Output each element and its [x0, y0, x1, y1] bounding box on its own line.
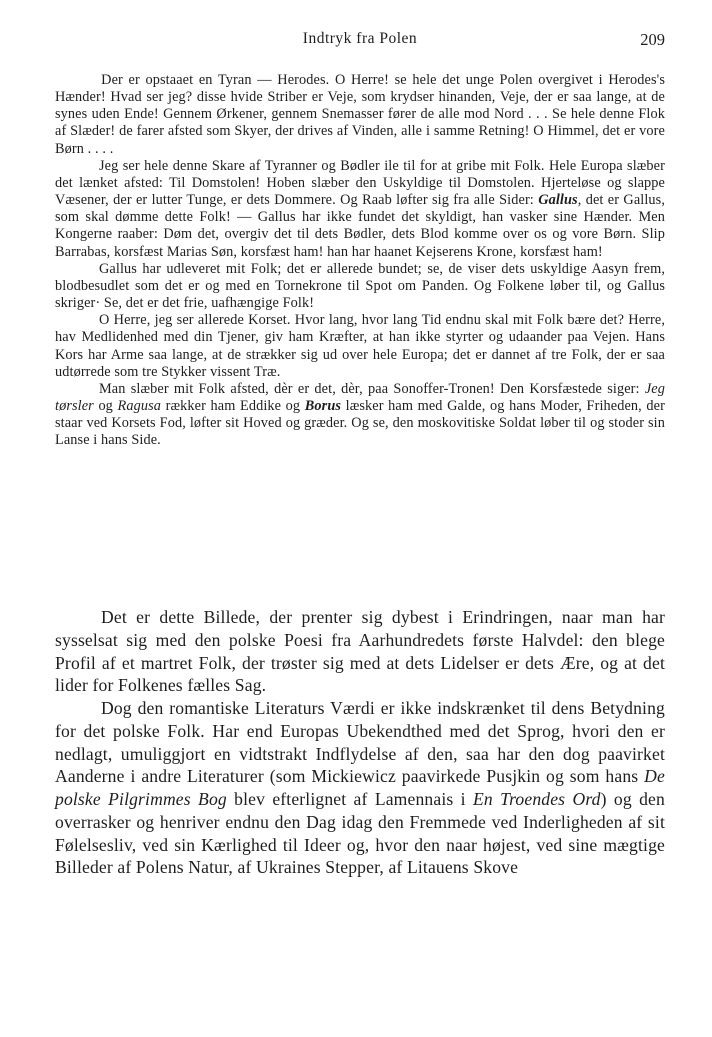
body-paragraph-2-text-cont: blev efterlignet af Lamennais i — [234, 789, 466, 809]
quote-paragraph-5-og: og — [98, 397, 113, 414]
quote-paragraph-2-text-cont: , det er Gallus, som skal dømme dette Folk! — Gallus har ikke fundet det skyldigt, han vasker sine Hænder. Men Kongerne raaber: Døm det, overgiv det til dets Bødler, dets Blod komme over os og vore Børn. Slip Barrabas, korsfæst Marias Søn, korsfæst ham! han har haanet Kejserens Krone, korsfæst ham! — [55, 192, 665, 260]
name-ragusa: Ragusa — [117, 397, 162, 414]
quote-paragraph-3: Gallus har udleveret mit Folk; det er allerede bundet; se, de viser dets uskyldige Aasyn frem, blodbesudlet som det er og med en Tornekrone til Spot om Panden. Og Folkene løber til, og Gallus skriger· Se, det er det frie, uafhængige Folk! — [55, 260, 665, 312]
quote-paragraph-5-text: Man slæber mit Folk afsted, dèr er det, dèr, paa Sonoffer-Tronen! Den Korsfæstede siger: — [99, 380, 640, 397]
running-title: Indtryk fra Polen — [302, 30, 418, 47]
body-paragraph-2-text-end: ) og den overrasker og henriver endnu den Dag idag den Fremmede ved Inderligheden af sit Følelsesliv, ved sin Kærlighed til Ideer og, hvor den naar højest, ved sine mægtige Billeder af Polens Natur, af Ukraines Stepper, af Litauens Skove — [55, 789, 665, 878]
main-text — [55, 606, 665, 879]
quote-paragraph-4: O Herre, jeg ser allerede Korset. Hvor lang, hvor lang Tid endnu skal mit Folk bære det? Herre, hav Medlidenhed med din Tjener, giv ham Kræfter, at han ikke styrter og udaander paa Vejen. Hans Kors har Arme saa lange, at de strækker sig ud over hele Europa; det er dannet af tre Folk, der er saa udtørrede som tre Stykker vissent Træ. — [55, 312, 665, 380]
name-gallus: Gallus — [538, 192, 578, 209]
quoted-passage — [55, 72, 665, 449]
quote-paragraph-2 — [55, 158, 665, 261]
name-borus: Borus — [304, 397, 342, 414]
book-title-pilgrimmes-bog: De polske Pilgrimmes Bog — [55, 766, 665, 809]
quote-paragraph-1-text: Der er opstaaet en Tyran — Herodes. O Herre! se hele det unge Polen overgivet i Herodes's Hænder! Hvad ser jeg? disse hvide Striber er Veje, som krydser hinanden, Veje, der er saa lange, at de synes uden Ende! Gennem Ørkener, gennem Snemasser fører de alle mod Nord . . . Se hele denne Flok af Slæder! de farer afsted som Skyer, der drives af Vinden, alle i samme Retning! O Himmel, det er vore Børn . . . . — [55, 72, 665, 157]
book-title-troendes-ord: En Troendes Ord — [472, 789, 601, 809]
quote-paragraph-5-text-cont: rækker ham Eddike og — [165, 397, 301, 414]
name-jeg-torsler: Jeg tørsler — [55, 380, 665, 414]
quote-paragraph-1 — [55, 72, 665, 158]
body-paragraph-2-text: Dog den romantiske Literaturs Værdi er ikke indskrænket til dens Betydning for det polske Folk. Har end Europas Ubekendthed med det Sprog, hvori den er nedlagt, umuliggjort en vidtstrakt Indflydelse af den, saa har den dog paavirket Aanderne i andre Literaturer (som Mickiewicz paavirkede Pusjkin og som hans — [55, 698, 665, 787]
body-paragraph-1: Det er dette Billede, der prenter sig dybest i Erindringen, naar man har sysselsat sig med den polske Poesi fra Aarhundredets første Halvdel: den blege Profil af et martret Folk, der trøster sig med at dets Lidelser er dets Ære, og at det lider for Folkenes fælles Sag. — [55, 607, 665, 696]
body-paragraph-2 — [55, 697, 665, 879]
page-number: 209 — [640, 30, 665, 49]
quote-paragraph-5 — [55, 381, 665, 450]
running-header — [55, 30, 665, 54]
quote-paragraph-5-text-end: læsker ham med Galde, og hans Moder, Friheden, der staar ved Korsets Fod, løfter sit Hoved og græder. Og se, den moskovitiske Soldat løber til og stoder sin Lanse i hans Side. — [55, 397, 665, 449]
quote-paragraph-2-text: Jeg ser hele denne Skare af Tyranner og Bødler ile til for at gribe mit Folk. Hele Europa slæber det lænket afsted: Til Domstolen! Hoben slæber den Uskyldige til Domstolen. Hjerteløse og slappe Væsener, der er lutter Tunge, er dets Dommere. Og Raab løfter sig fra alle Sider: — [55, 157, 665, 209]
